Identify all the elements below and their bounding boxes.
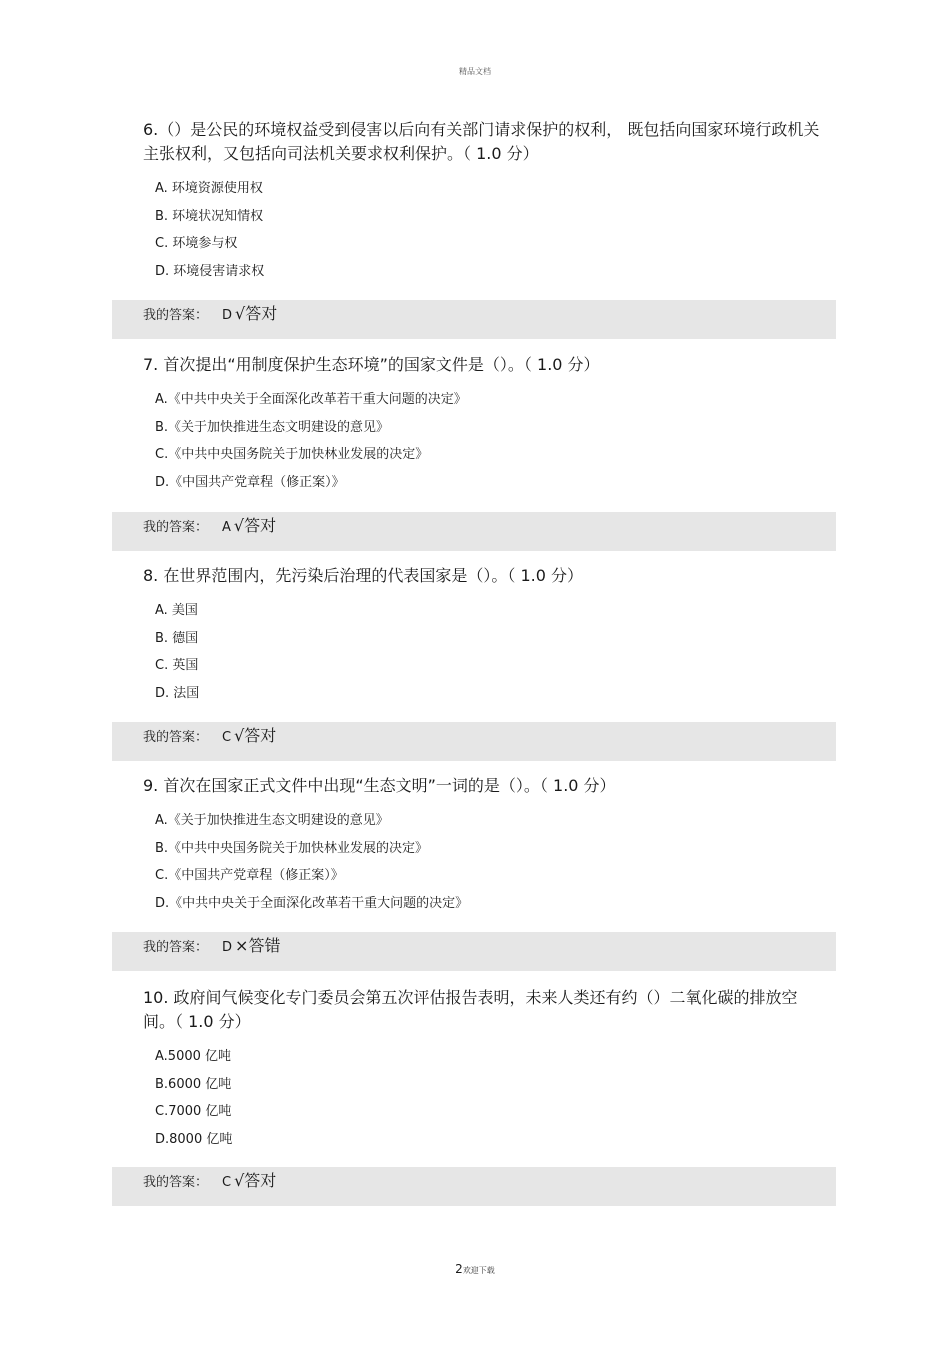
answer-label: 我的答案： [143,1175,209,1190]
correct-mark-icon: √ [235,304,246,323]
answer-result: 答对 [245,304,278,323]
option-d: D.《中国共产党章程（修正案）》 [155,474,345,490]
question-text: 6.（）是公民的环境权益受到侵害以后向有关部门请求保护的权利， 既包括向国家环境行政机关主张权利，又包括向司法机关要求权利保护。（ 1.0 分） [143,120,820,163]
option-d: D. 环境侵害请求权 [155,263,265,279]
answer-value: C [222,1175,232,1190]
question-text: 9. 首次在国家正式文件中出现“生态文明”一词的是（）。（ 1.0 分） [143,776,616,795]
question-9 [143,774,823,917]
page-number: 2 [455,1262,463,1276]
option-list [143,807,823,917]
answer-result: 答错 [248,936,281,955]
option-b: B. 德国 [155,630,199,646]
question-10 [143,986,823,1153]
correct-mark-icon: √ [234,1171,245,1190]
answer-result: 答对 [244,726,277,745]
correct-mark-icon: √ [234,726,245,745]
footer-text: 欢迎下载 [462,1266,495,1275]
answer-label: 我的答案： [143,730,209,745]
page-footer [0,1262,950,1276]
answer-box-9 [112,932,836,971]
option-c: C.7000 亿吨 [155,1104,232,1119]
option-c: C.《中共中央国务院关于加快林业发展的决定》 [155,447,429,462]
question-6 [143,118,823,285]
answer-box-8 [112,722,836,761]
option-a: A.《关于加快推进生态文明建设的意见》 [155,813,389,828]
question-text: 10. 政府间气候变化专门委员会第五次评估报告表明，未来人类还有约（）二氧化碳的排放空间。（ 1.0 分） [143,988,798,1031]
question-text: 8. 在世界范围内，先污染后治理的代表国家是（）。（ 1.0 分） [143,566,583,585]
option-d: D.《中共中央关于全面深化改革若干重大问题的决定》 [155,895,469,911]
answer-label: 我的答案： [143,520,209,535]
answer-value: D [222,308,233,323]
option-b: B. 环境状况知情权 [155,208,264,224]
option-a: A. 美国 [155,603,198,618]
correct-mark-icon: √ [233,516,245,535]
answer-value: D [222,940,233,955]
answer-box-10 [112,1167,836,1206]
answer-label: 我的答案： [143,308,209,323]
option-list [143,386,823,496]
answer-value: C [222,730,232,745]
question-text: 7. 首次提出“用制度保护生态环境”的国家文件是（）。（ 1.0 分） [143,355,600,374]
answer-value: A [222,520,231,535]
page-header: 精品文档 [459,67,491,76]
option-d: D.8000 亿吨 [155,1131,233,1147]
answer-result: 答对 [244,1171,277,1190]
option-list [143,1043,823,1153]
wrong-mark-icon: × [235,936,249,955]
answer-box-7 [112,512,836,551]
option-list [143,597,823,707]
option-c: C. 环境参与权 [155,236,238,251]
option-d: D. 法国 [155,685,200,701]
option-a: A. 环境资源使用权 [155,181,263,196]
question-7 [143,353,823,496]
option-b: B.《关于加快推进生态文明建设的意见》 [155,419,390,435]
option-a: A.5000 亿吨 [155,1049,232,1064]
option-list [143,175,823,285]
answer-result: 答对 [244,516,277,535]
question-8 [143,564,823,707]
option-a: A.《中共中央关于全面深化改革若干重大问题的决定》 [155,392,467,407]
option-c: C.《中国共产党章程（修正案）》 [155,868,344,883]
option-b: B.6000 亿吨 [155,1076,232,1092]
answer-box-6 [112,300,836,339]
option-c: C. 英国 [155,658,199,673]
answer-label: 我的答案： [143,940,209,955]
option-b: B.《中共中央国务院关于加快林业发展的决定》 [155,840,429,856]
